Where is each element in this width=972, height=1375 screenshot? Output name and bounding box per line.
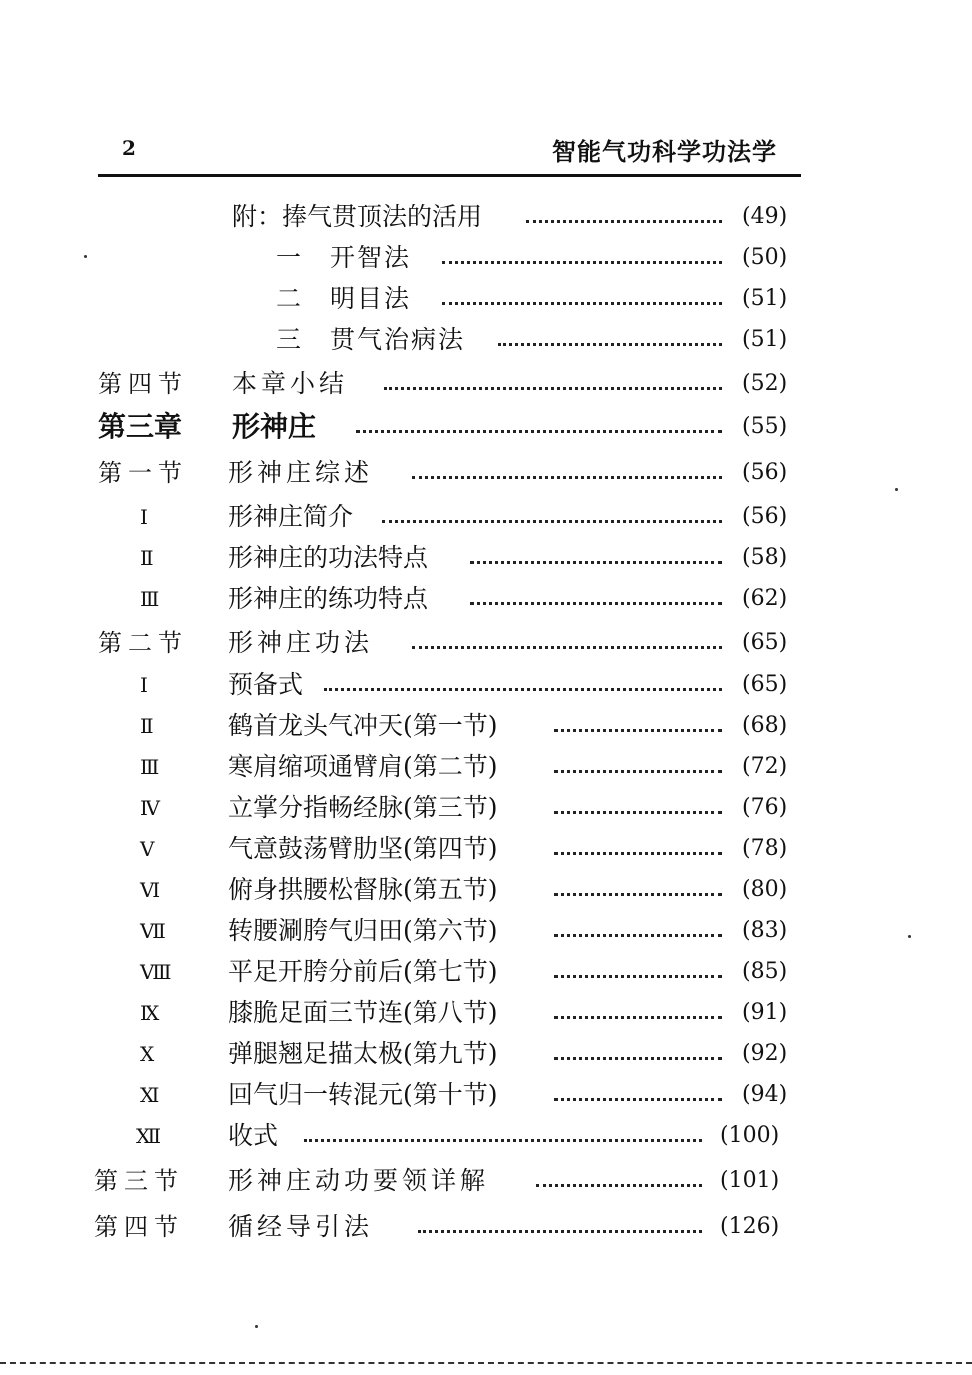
entry-page: (126) — [720, 1214, 780, 1239]
leader-dots — [470, 561, 722, 564]
leader-dots — [442, 302, 722, 305]
entry-title: 弹腿翘足描太极(第九节) — [228, 1039, 498, 1068]
entry-title: 形神庄简介 — [228, 502, 354, 531]
entry-label: Ⅲ — [140, 587, 160, 611]
toc-entry[interactable] — [98, 668, 801, 708]
entry-title: 回气归一转混元(第十节) — [228, 1080, 498, 1109]
entry-page: (72) — [742, 754, 788, 779]
entry-title: 收式 — [228, 1121, 279, 1150]
entry-title: 立掌分指畅经脉(第三节) — [228, 793, 498, 822]
toc-entry[interactable] — [98, 996, 801, 1036]
leader-dots — [554, 770, 722, 773]
scan-speck — [895, 488, 898, 491]
entry-title: 形神庄功法 — [228, 628, 374, 657]
entry-label: Ⅻ — [136, 1124, 162, 1148]
entry-page: (50) — [742, 245, 788, 270]
entry-title: 气意鼓荡臂肋坚(第四节) — [228, 834, 498, 863]
entry-page: (80) — [742, 877, 788, 902]
entry-title: 转腰涮胯气归田(第六节) — [228, 916, 498, 945]
entry-label: Ⅳ — [140, 796, 160, 820]
entry-label: Ⅰ — [140, 505, 148, 529]
leader-dots — [554, 852, 722, 855]
book-title: 智能气功科学功法学 — [552, 137, 777, 166]
toc-entry[interactable] — [98, 626, 801, 666]
scan-speck — [908, 935, 911, 938]
toc-entry[interactable] — [98, 500, 801, 540]
toc-entry[interactable] — [98, 241, 801, 281]
scan-speck — [255, 1325, 258, 1328]
leader-dots — [356, 430, 722, 433]
leader-dots — [554, 811, 722, 814]
entry-title: 寒肩缩项通臂肩(第二节) — [228, 752, 498, 781]
entry-title: 平足开胯分前后(第七节) — [228, 957, 498, 986]
leader-dots — [554, 1057, 722, 1060]
entry-page: (51) — [742, 327, 788, 352]
leader-dots — [554, 1016, 722, 1019]
entry-title: 三 贯气治病法 — [276, 325, 466, 354]
entry-page: (83) — [742, 918, 788, 943]
toc-entry[interactable] — [98, 456, 801, 496]
entry-title: 本章小结 — [232, 369, 349, 398]
entry-page: (51) — [742, 286, 788, 311]
leader-dots — [324, 688, 722, 691]
entry-page: (49) — [742, 204, 788, 229]
entry-page: (91) — [742, 1000, 788, 1025]
entry-page: (56) — [742, 504, 788, 529]
entry-page: (94) — [742, 1082, 788, 1107]
chapter-label: 第三章 — [98, 410, 183, 443]
toc-entry[interactable] — [98, 955, 801, 995]
leader-dots — [536, 1184, 702, 1187]
entry-label: Ⅴ — [140, 837, 155, 861]
entry-label: Ⅵ — [140, 878, 161, 902]
leader-dots — [554, 729, 722, 732]
entry-title: 膝脆足面三节连(第八节) — [228, 998, 498, 1027]
entry-title: 形神庄动功要领详解 — [228, 1166, 490, 1195]
leader-dots — [382, 520, 722, 523]
entry-title: 二 明目法 — [276, 284, 412, 313]
entry-page: (100) — [720, 1123, 780, 1148]
entry-label: Ⅶ — [140, 919, 166, 943]
leader-dots — [412, 476, 722, 479]
toc-entry[interactable] — [98, 1119, 801, 1159]
entry-label: Ⅰ — [140, 673, 148, 697]
entry-page: (78) — [742, 836, 788, 861]
entry-label: Ⅸ — [140, 1001, 160, 1025]
entry-label: Ⅱ — [140, 714, 154, 738]
leader-dots — [418, 1230, 702, 1233]
entry-title: 一 开智法 — [276, 243, 412, 272]
entry-page: (55) — [742, 414, 788, 439]
leader-dots — [304, 1139, 702, 1142]
leader-dots — [498, 343, 722, 346]
entry-label: 第四节 — [94, 1213, 184, 1241]
entry-page: (92) — [742, 1041, 788, 1066]
leader-dots — [442, 261, 722, 264]
entry-title: 形神庄综述 — [228, 458, 374, 487]
leader-dots — [554, 893, 722, 896]
toc-entry[interactable] — [98, 709, 801, 749]
scan-speck — [84, 255, 87, 258]
entry-page: (52) — [742, 371, 788, 396]
entry-page: (65) — [742, 672, 788, 697]
entry-page: (56) — [742, 460, 788, 485]
entry-title: 形神庄的功法特点 — [228, 543, 429, 572]
entry-label: 第四节 — [98, 370, 188, 398]
entry-title: 循经导引法 — [228, 1212, 374, 1241]
entry-label: 第一节 — [98, 459, 188, 487]
entry-label: Ⅱ — [140, 546, 154, 570]
leader-dots — [412, 646, 722, 649]
entry-title: 形神庄的练功特点 — [228, 584, 429, 613]
entry-page: (65) — [742, 630, 788, 655]
toc-entry[interactable] — [98, 367, 801, 407]
entry-label: Ⅲ — [140, 755, 160, 779]
entry-page: (76) — [742, 795, 788, 820]
leader-dots — [554, 934, 722, 937]
toc-entry[interactable] — [98, 1037, 801, 1077]
entry-label: Ⅹ — [140, 1042, 155, 1066]
chapter-title: 形神庄 — [232, 410, 317, 443]
toc-entry[interactable] — [98, 323, 801, 363]
toc-entry[interactable] — [98, 832, 801, 872]
page-header — [98, 128, 801, 168]
toc-entry[interactable] — [98, 200, 801, 240]
toc-entry[interactable] — [98, 1078, 801, 1118]
entry-page: (85) — [742, 959, 788, 984]
entry-label: Ⅺ — [140, 1083, 160, 1107]
toc-entry[interactable] — [98, 791, 801, 831]
toc-entry[interactable] — [94, 1164, 801, 1204]
leader-dots — [384, 387, 722, 390]
entry-label: 第三节 — [94, 1167, 184, 1195]
toc-entry[interactable] — [98, 873, 801, 913]
leader-dots — [526, 220, 722, 223]
leader-dots — [470, 602, 722, 605]
entry-title: 附：捧气贯顶法的活用 — [232, 202, 483, 231]
toc-entry[interactable] — [98, 282, 801, 322]
toc-entry-chapter[interactable] — [98, 410, 801, 450]
toc-entry[interactable] — [98, 914, 801, 954]
entry-title: 预备式 — [228, 670, 304, 699]
toc-entry[interactable] — [94, 1210, 801, 1250]
entry-label: 第二节 — [98, 629, 188, 657]
toc-entry[interactable] — [98, 541, 801, 581]
entry-title: 鹤首龙头气冲天(第一节) — [228, 711, 498, 740]
entry-page: (101) — [720, 1168, 780, 1193]
scan-edge-line — [0, 1362, 972, 1364]
entry-page: (62) — [742, 586, 788, 611]
entry-label: Ⅷ — [140, 960, 172, 984]
toc-entry[interactable] — [98, 750, 801, 790]
leader-dots — [554, 1098, 722, 1101]
toc-entry[interactable] — [98, 582, 801, 622]
entry-title: 俯身拱腰松督脉(第五节) — [228, 875, 498, 904]
leader-dots — [554, 975, 722, 978]
entry-page: (68) — [742, 713, 788, 738]
page-number: 2 — [122, 136, 136, 160]
entry-page: (58) — [742, 545, 788, 570]
header-rule — [98, 174, 801, 177]
